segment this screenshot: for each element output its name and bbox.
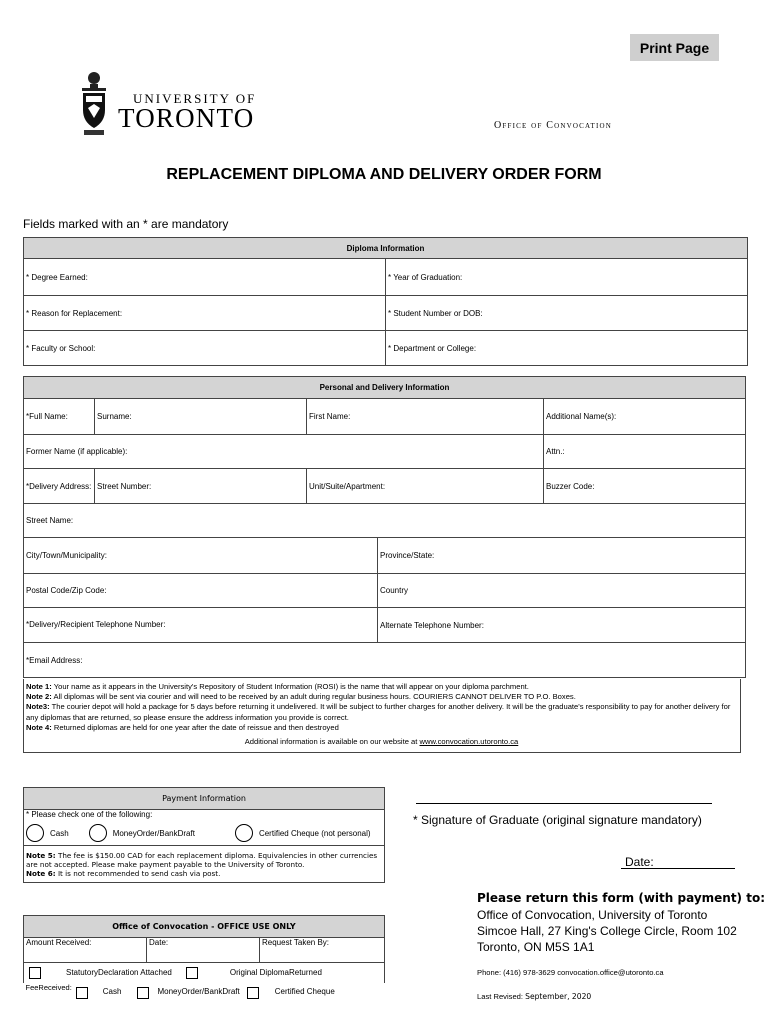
department-field[interactable]: * Department or College: [386, 331, 748, 366]
original-diploma-label: Original DiplomaReturned [229, 968, 322, 978]
full-name-label: *Full Name: [24, 399, 95, 435]
postal-code-field[interactable]: Postal Code/Zip Code: [24, 574, 378, 608]
former-name-field[interactable]: Former Name (if applicable): [24, 435, 544, 469]
contact-phone: Phone: (416) 978-3629 convocation.office@utoronto.ca [477, 968, 664, 977]
payment-information-heading: Payment Information [24, 788, 385, 810]
return-address-line-3: Toronto, ON M5S 1A1 [477, 940, 595, 954]
return-title: Please return this form (with payment) to: [477, 891, 765, 905]
date-line[interactable] [621, 868, 735, 869]
unit-field[interactable]: Unit/Suite/Apartment: [307, 469, 544, 504]
payment-instruction: * Please check one of the following: [24, 810, 385, 822]
signature-line[interactable] [416, 803, 712, 804]
additional-info-text: Additional information is available on our website at [244, 737, 420, 747]
fee-cash-label: Cash [102, 986, 122, 996]
note-6-text: It is not recommended to send cash via post. [55, 868, 221, 878]
street-number-field[interactable]: Street Number: [95, 469, 307, 504]
reason-for-replacement-field[interactable]: * Reason for Replacement: [24, 296, 386, 331]
cash-label: Cash [50, 828, 69, 838]
country-field[interactable]: Country [378, 574, 746, 608]
note-4-label: Note 4: [26, 722, 52, 732]
university-of-text: UNIVERSITY OF [133, 91, 257, 106]
money-order-radio[interactable] [89, 824, 107, 842]
fee-money-order-checkbox[interactable] [137, 987, 149, 999]
personal-delivery-heading: Personal and Delivery Information [24, 377, 746, 399]
certified-cheque-label: Certified Cheque (not personal) [258, 828, 371, 838]
last-revised-label: Last Revised: [477, 992, 526, 1001]
amount-received-field[interactable]: Amount Received: [24, 938, 147, 963]
note-5-label: Note 5: [26, 850, 56, 860]
telephone-field[interactable]: *Delivery/Recipient Telephone Number: [24, 608, 378, 643]
notes-box [23, 679, 741, 753]
toronto-text: TORONTO [118, 103, 255, 133]
office-date-field[interactable]: Date: [147, 938, 260, 963]
last-revised-date: September, 2020 [525, 992, 592, 1001]
street-name-field[interactable]: Street Name: [24, 504, 746, 538]
cash-radio[interactable] [26, 824, 44, 842]
university-crest-icon [80, 70, 108, 140]
website-link[interactable]: www.convocation.utoronto.ca [419, 737, 519, 747]
statutory-declaration-label: StatutoryDeclaration Attached [66, 968, 172, 978]
signature-label: * Signature of Graduate (original signature mandatory) [413, 813, 702, 827]
personal-delivery-table [23, 376, 746, 678]
note-3-label: Note3: [26, 702, 50, 712]
note-2-label: Note 2: [26, 692, 52, 702]
original-diploma-checkbox[interactable] [186, 967, 198, 979]
note-4-text: Returned diplomas are held for one year after the date of reissue and then destroyed [51, 722, 339, 732]
last-revised [477, 992, 591, 1001]
additional-names-field[interactable]: Additional Name(s): [544, 399, 746, 435]
student-number-field[interactable]: * Student Number or DOB: [386, 296, 748, 331]
fee-certified-checkbox[interactable] [247, 987, 259, 999]
payment-information-table [23, 787, 385, 883]
fee-money-order-label: MoneyOrder/BankDraft [157, 986, 240, 996]
buzzer-code-field[interactable]: Buzzer Code: [544, 469, 746, 504]
note-5-text: The fee is $150.00 CAD for each replacement diploma. Equivalencies in other currencies are not accepted. Please make payment payable to the University of Toronto. [26, 850, 378, 869]
return-address-line-1: Office of Convocation, University of Toronto [477, 908, 708, 922]
money-order-label: MoneyOrder/BankDraft [112, 828, 195, 838]
request-taken-by-field[interactable]: Request Taken By: [260, 938, 385, 963]
fee-certified-label: Certified Cheque [274, 986, 335, 996]
degree-earned-field[interactable]: * Degree Earned: [24, 259, 386, 296]
note-1-label: Note 1: [26, 682, 52, 691]
diploma-information-table [23, 237, 748, 366]
fee-received-label: FeeReceived: [25, 982, 72, 992]
payment-notes [24, 846, 385, 883]
office-use-table [23, 915, 385, 1003]
statutory-declaration-checkbox[interactable] [29, 967, 41, 979]
fee-cash-checkbox[interactable] [76, 987, 88, 999]
return-address-line-2: Simcoe Hall, 27 King's College Circle, Room 102 [477, 924, 737, 938]
certified-cheque-radio[interactable] [235, 824, 253, 842]
province-field[interactable]: Province/State: [378, 538, 746, 574]
note-1-text: Your name as it appears in the University's Repository of Student Information (ROSI) is the name that will appear on your diploma parchment. [51, 682, 529, 691]
office-of-convocation: Office of Convocation [494, 120, 612, 131]
first-name-field[interactable]: First Name: [307, 399, 544, 435]
attn-field[interactable]: Attn.: [544, 435, 746, 469]
note-6-label: Note 6: [26, 868, 56, 878]
diploma-information-heading: Diploma Information [24, 238, 748, 259]
print-page-button[interactable]: Print Page [630, 34, 719, 61]
note-2-text: All diplomas will be sent via courier and will need to be received by an adult during regular business hours. COURIERS CANNOT DELIVER TO P.O. Boxes. [51, 692, 576, 702]
form-title: REPLACEMENT DIPLOMA AND DELIVERY ORDER FORM [166, 166, 602, 183]
note-3-text: The courier depot will hold a package for 5 days before returning it undelivered. It will be subject to further charges for another delivery. It will be the graduate's responsibility to pay for another delivery for any diplomas that are returned, so please ensure the address information you provide is correct. [26, 702, 731, 722]
mandatory-note: Fields marked with an * are mandatory [23, 217, 229, 231]
delivery-address-label: *Delivery Address: [24, 469, 95, 504]
faculty-field[interactable]: * Faculty or School: [24, 331, 386, 366]
surname-field[interactable]: Surname: [95, 399, 307, 435]
office-use-heading: Office of Convocation - OFFICE USE ONLY [24, 916, 385, 938]
city-field[interactable]: City/Town/Municipality: [24, 538, 378, 574]
return-address [477, 907, 741, 955]
date-label: Date: [625, 855, 654, 869]
email-field[interactable]: *Email Address: [24, 643, 746, 678]
year-of-graduation-field[interactable]: * Year of Graduation: [386, 259, 748, 296]
alternate-telephone-field[interactable]: Alternate Telephone Number: [378, 608, 746, 643]
